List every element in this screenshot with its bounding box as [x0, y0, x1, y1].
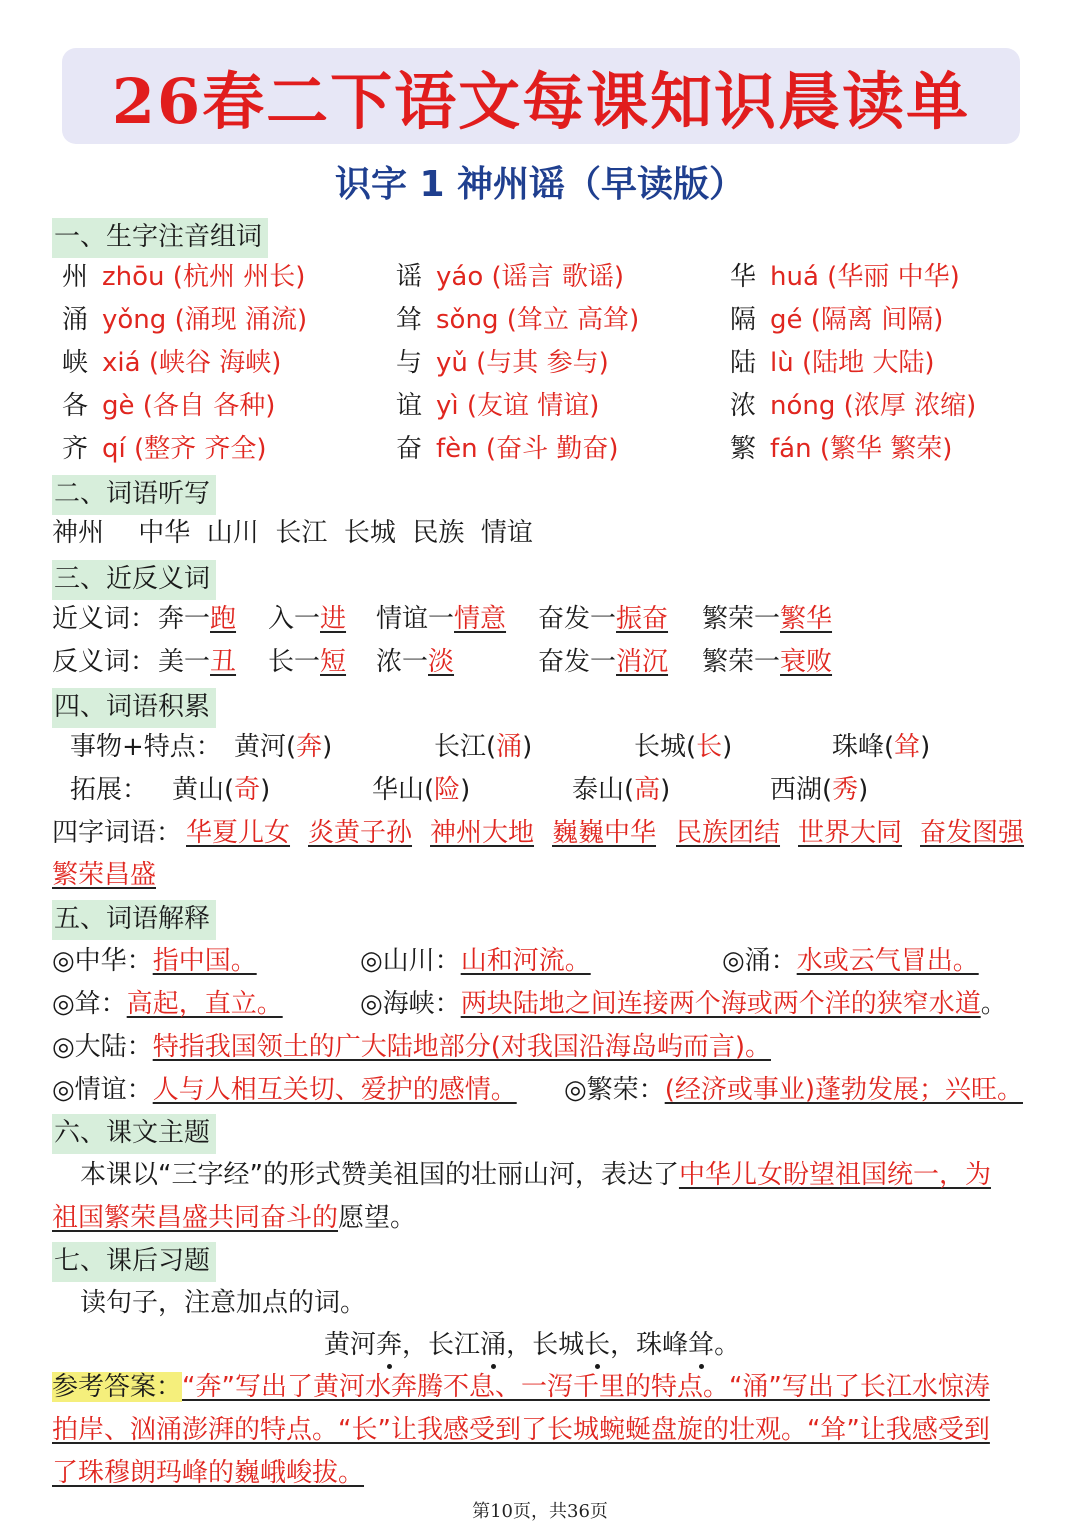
antonym-pair [158, 644, 236, 680]
definition: 人与人相互关切、爱护的感情。 [152, 1075, 517, 1105]
four-char-word: 奋发图强 [920, 818, 1025, 848]
extension-item [572, 772, 670, 808]
definition: 高起，直立。 [126, 989, 283, 1019]
theme-line-1 [80, 1157, 991, 1193]
dotted-word: 奔 [376, 1327, 402, 1363]
thing: 泰山( [572, 775, 635, 805]
definition: 水或云气冒出。 [796, 946, 979, 976]
hanzi: 州 [62, 262, 89, 292]
compound-words: (与其 参与) [476, 348, 609, 378]
hanzi: 浓 [730, 391, 757, 421]
extension-item [770, 772, 868, 808]
antonym-pair [268, 644, 346, 680]
compound-words: (谣言 歌谣) [491, 262, 625, 292]
four-char-word: 炎黄子孙 [308, 818, 413, 848]
char-entry [396, 259, 624, 295]
trait: 险 [434, 775, 461, 805]
char-entry [62, 345, 281, 381]
word: 繁荣一 [702, 647, 781, 677]
hanzi: 陆 [730, 348, 757, 378]
synonym-label: 近义词： [52, 604, 157, 634]
synonym-pair [268, 601, 346, 637]
title-banner [62, 48, 1020, 144]
punct: ， [402, 1330, 429, 1360]
section-heading-4: 四、词语积累 [52, 688, 216, 728]
hanzi: 繁 [730, 434, 757, 464]
compound-words: (奋斗 勤奋) [485, 434, 619, 464]
thing: 华山( [372, 775, 435, 805]
answer: 淡 [428, 647, 455, 677]
pinyin: fán [770, 434, 820, 464]
thing: 黄河( [234, 732, 297, 762]
trait: 涌 [496, 732, 523, 762]
hanzi: 各 [62, 391, 89, 421]
thing: 长江( [434, 732, 497, 762]
pinyin: sǒng [436, 305, 507, 335]
theme-text: 本课以“三字经”的形式赞美祖国的壮丽山河，表达了 [80, 1160, 679, 1190]
punct: ， [506, 1330, 533, 1360]
extension-label: 拓展： [70, 775, 149, 805]
term: ◎涌： [722, 946, 797, 976]
pinyin: yì [436, 391, 467, 421]
pinyin: yǔ [436, 348, 477, 378]
word: 奋发一 [538, 647, 617, 677]
definition: 两块陆地之间连接两个海或两个洋的狭窄水道 [460, 989, 981, 1019]
term: ◎繁荣： [564, 1075, 665, 1105]
explanation-item [52, 943, 257, 979]
section-heading-6: 六、课文主题 [52, 1114, 216, 1154]
compound-words: (华丽 中华) [827, 262, 960, 292]
feature-item [234, 729, 332, 765]
term: ◎情谊： [52, 1075, 153, 1105]
explanation-item [52, 1072, 517, 1108]
char-entry [730, 302, 943, 338]
dotted-word: 耸 [688, 1327, 714, 1363]
hanzi: 谊 [396, 391, 423, 421]
thing: 西湖( [770, 775, 833, 805]
theme-end: 愿望。 [338, 1203, 417, 1233]
paren: ) [722, 732, 733, 762]
word: 奋发一 [538, 604, 617, 634]
hanzi: 峡 [62, 348, 89, 378]
word: 长一 [268, 647, 321, 677]
trait: 高 [634, 775, 661, 805]
answer: 情意 [454, 604, 507, 634]
theme-answer-2: 祖国繁荣昌盛共同奋斗的 [52, 1203, 339, 1233]
answer-line-1 [52, 1369, 990, 1405]
char-entry [62, 388, 275, 424]
thing: 长城( [634, 732, 697, 762]
dotted-word: 涌 [480, 1327, 506, 1363]
feature-item [434, 729, 532, 765]
dotted-word: 长 [584, 1327, 610, 1363]
trait: 耸 [894, 732, 921, 762]
answer-text-2: 拍岸、汹涌澎湃的特点。“长”让我感受到了长城蜿蜒盘旋的壮观。“耸”让我感受到 [52, 1415, 990, 1445]
explanation-item [564, 1072, 1023, 1108]
thing: 珠峰( [832, 732, 895, 762]
sentence-word: 长城 [532, 1330, 585, 1360]
explanation-item [360, 943, 591, 979]
definition: (经济或事业)蓬勃发展；兴旺。 [664, 1075, 1023, 1105]
answer: 繁华 [780, 604, 833, 634]
hanzi: 与 [396, 348, 423, 378]
hanzi: 奋 [396, 434, 423, 464]
feature-item [634, 729, 732, 765]
four-char-word: 巍巍中华 [552, 818, 657, 848]
hanzi: 华 [730, 262, 757, 292]
paren: ) [660, 775, 671, 805]
pinyin: fèn [436, 434, 486, 464]
compound-words: (友谊 情谊) [466, 391, 600, 421]
synonym-pair [702, 601, 832, 637]
answer-text-3: 了珠穆朗玛峰的巍峨峻拔。 [52, 1458, 365, 1488]
section-heading-2: 二、词语听写 [52, 475, 216, 515]
pinyin: lù [770, 348, 802, 378]
four-char-word: 繁荣昌盛 [52, 860, 157, 890]
synonym-pair [158, 601, 236, 637]
paren: ) [322, 732, 333, 762]
trait: 奔 [296, 732, 323, 762]
four-char-word: 民族团结 [676, 818, 781, 848]
compound-words: (陆地 大陆) [801, 348, 935, 378]
punct: 。 [714, 1330, 741, 1360]
paren: ) [460, 775, 471, 805]
trait: 奇 [234, 775, 261, 805]
pinyin: yǒng [102, 305, 175, 335]
compound-words: (整齐 齐全) [134, 434, 267, 464]
char-entry [396, 431, 618, 467]
compound-words: (涌现 涌流) [174, 305, 308, 335]
compound-words: (各自 各种) [142, 391, 276, 421]
compound-words: (隔离 间隔) [810, 305, 944, 335]
explanation-item [360, 986, 1007, 1022]
word: 情谊一 [376, 604, 455, 634]
char-entry [730, 345, 935, 381]
answer-label: 参考答案： [52, 1372, 183, 1402]
pinyin: huá [770, 262, 828, 292]
sentence-word: 长江 [428, 1330, 481, 1360]
theme-answer-1: 中华儿女盼望祖国统一，为 [678, 1160, 991, 1190]
compound-words: (繁华 繁荣) [819, 434, 953, 464]
compound-words: (耸立 高耸) [506, 305, 640, 335]
answer-text-1: “奔”写出了黄河水奔腾不息、一泻千里的特点。“涌”写出了长江水惊涛 [182, 1372, 990, 1402]
feature-item [832, 729, 930, 765]
paren: ) [522, 732, 533, 762]
theme-line-2 [52, 1200, 416, 1236]
pinyin: gè [102, 391, 143, 421]
answer: 消沉 [616, 647, 669, 677]
definition: 特指我国领土的广大陆地部分(对我国沿海岛屿而言)。 [152, 1032, 771, 1062]
synonym-pair [538, 601, 668, 637]
explanation-item [52, 1029, 771, 1065]
char-entry [62, 431, 267, 467]
antonym-pair [702, 644, 832, 680]
answer: 振奋 [616, 604, 669, 634]
exercise-question: 读句子，注意加点的词。 [80, 1288, 367, 1318]
antonym-label: 反义词： [52, 647, 157, 677]
punct: ， [610, 1330, 637, 1360]
page-number: 第10页，共36页 [472, 1501, 608, 1522]
char-entry [730, 388, 976, 424]
answer-line-3 [52, 1455, 364, 1491]
pinyin: nóng [770, 391, 844, 421]
char-entry [396, 388, 599, 424]
term: ◎海峡： [360, 989, 461, 1019]
compound-words: (峡谷 海峡) [148, 348, 282, 378]
trait: 秀 [832, 775, 859, 805]
compound-words: (浓厚 浓缩) [843, 391, 977, 421]
antonym-pair [376, 644, 454, 680]
term: ◎耸： [52, 989, 127, 1019]
definition: 山和河流。 [460, 946, 591, 976]
term: ◎大陆： [52, 1032, 153, 1062]
char-entry [396, 345, 609, 381]
section-heading-5: 五、词语解释 [52, 900, 216, 940]
compound-words: (杭州 州长) [172, 262, 306, 292]
section-heading-7: 七、课后习题 [52, 1242, 216, 1282]
paren: ) [260, 775, 271, 805]
hanzi: 隔 [730, 305, 757, 335]
pinyin: qí [102, 434, 135, 464]
four-char-word: 华夏儿女 [186, 818, 291, 848]
explanation-item [52, 986, 283, 1022]
hanzi: 耸 [396, 305, 423, 335]
pinyin: yáo [436, 262, 492, 292]
page-title: 26春二下语文每课知识晨读单 [111, 64, 971, 138]
four-char-label: 四字词语： [52, 818, 183, 848]
synonym-pair [376, 601, 506, 637]
paren: ) [920, 732, 931, 762]
exercise-sentence [324, 1327, 740, 1363]
feature-label: 事物+特点： [70, 732, 222, 762]
sentence-word: 珠峰 [636, 1330, 689, 1360]
char-entry [730, 431, 952, 467]
word: 浓一 [376, 647, 429, 677]
char-entry [730, 259, 960, 295]
period: 。 [980, 989, 1007, 1019]
dictation-words: 神州 中华 山川 长江 长城 民族 情谊 [52, 518, 533, 548]
answer: 跑 [210, 604, 237, 634]
term: ◎中华： [52, 946, 153, 976]
explanation-item [722, 943, 979, 979]
answer: 衰败 [780, 647, 833, 677]
answer: 丑 [210, 647, 237, 677]
term: ◎山川： [360, 946, 461, 976]
antonym-pair [538, 644, 668, 680]
answer-line-2 [52, 1412, 990, 1448]
four-char-word: 神州大地 [430, 818, 535, 848]
section-heading-3: 三、近反义词 [52, 560, 216, 600]
char-entry [62, 259, 305, 295]
pinyin: xiá [102, 348, 149, 378]
hanzi: 齐 [62, 434, 89, 464]
char-entry [62, 302, 307, 338]
thing: 黄山( [172, 775, 235, 805]
answer: 短 [320, 647, 347, 677]
pinyin: zhōu [102, 262, 173, 292]
definition: 指中国。 [152, 946, 257, 976]
sentence-word: 黄河 [324, 1330, 377, 1360]
four-char-word: 世界大同 [798, 818, 903, 848]
trait: 长 [696, 732, 723, 762]
char-entry [396, 302, 639, 338]
pinyin: gé [770, 305, 811, 335]
word: 奔一 [158, 604, 211, 634]
hanzi: 谣 [396, 262, 423, 292]
word: 美一 [158, 647, 211, 677]
paren: ) [858, 775, 869, 805]
word: 繁荣一 [702, 604, 781, 634]
answer: 进 [320, 604, 347, 634]
extension-item [372, 772, 470, 808]
section-heading-1: 一、生字注音组词 [52, 218, 268, 258]
hanzi: 涌 [62, 305, 89, 335]
word: 入一 [268, 604, 321, 634]
extension-item [172, 772, 270, 808]
lesson-subtitle: 识字 1 神州谣（早读版） [334, 164, 746, 205]
